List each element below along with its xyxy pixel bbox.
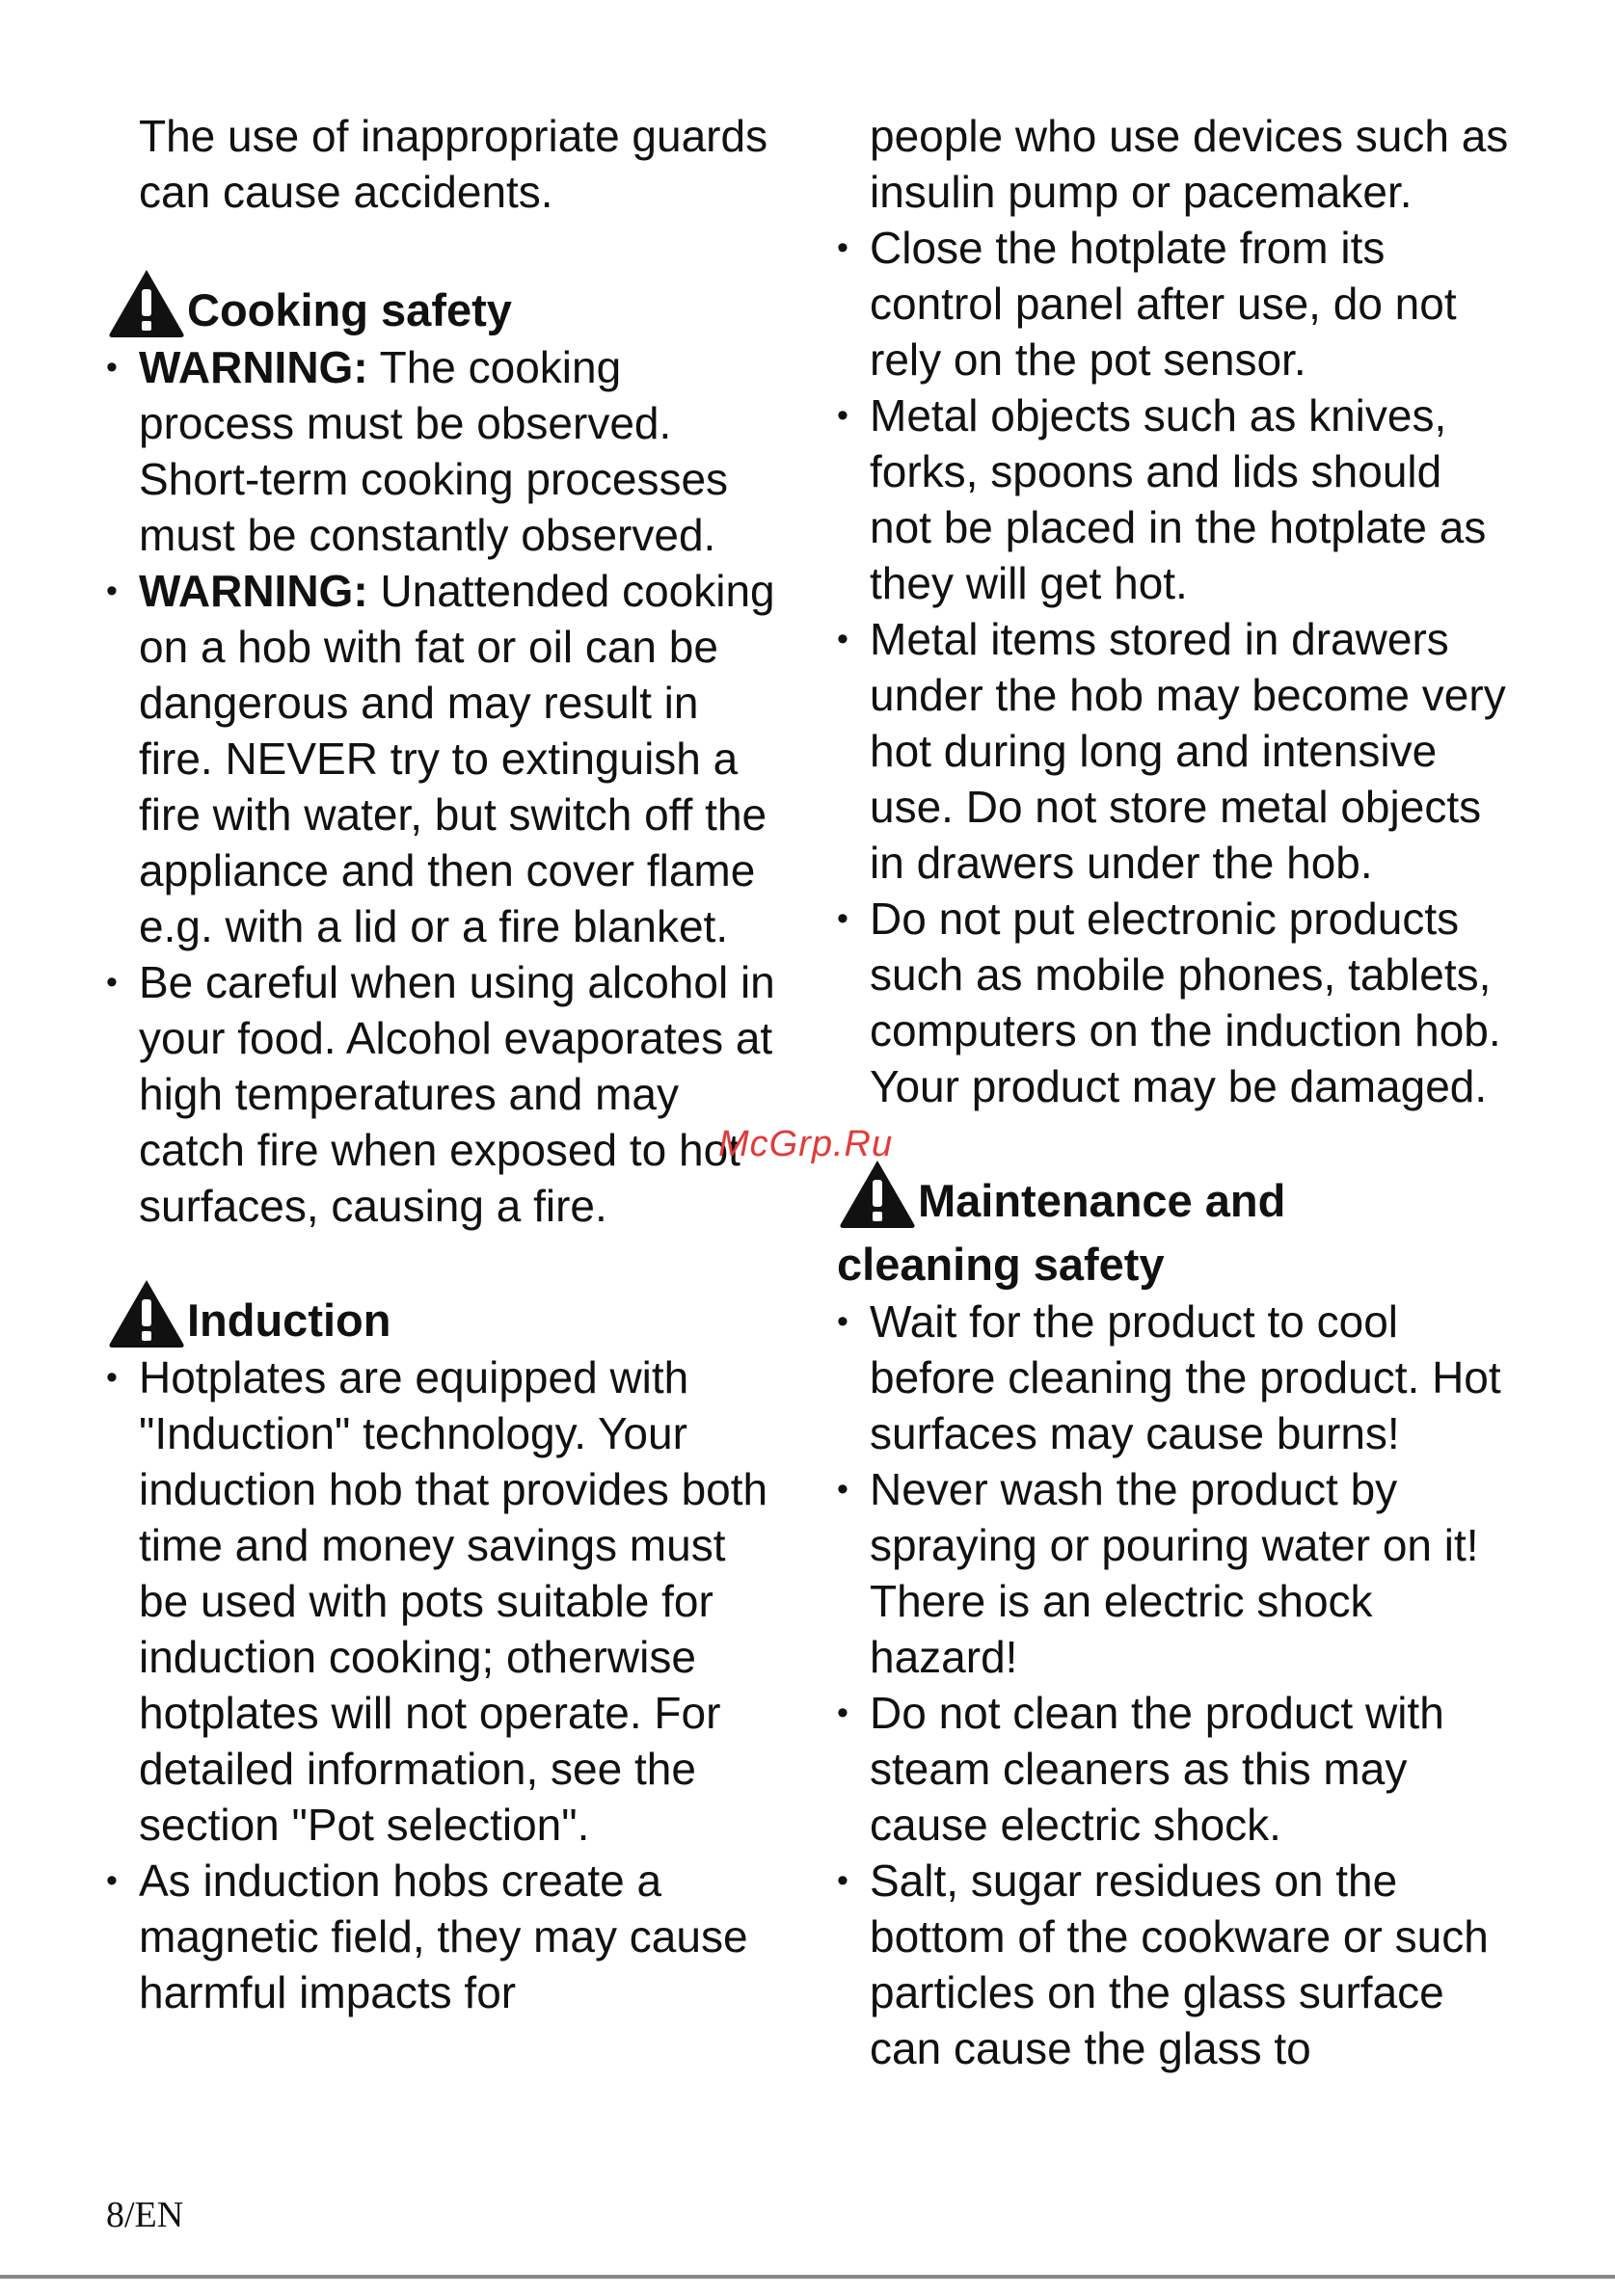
induction-continued-list <box>837 220 1512 1114</box>
list-item <box>837 220 1512 387</box>
list-item-text: Do not clean the product with steam cleaners as this may cause electric shock. <box>870 1688 1444 1850</box>
bullet: • <box>837 1695 848 1731</box>
bullet: • <box>106 1359 118 1396</box>
warning-triangle-icon <box>106 266 187 339</box>
bullet: • <box>837 1303 848 1340</box>
bullet: • <box>837 900 848 937</box>
left-column <box>106 108 781 2020</box>
list-item <box>837 387 1512 611</box>
list-item-text: Salt, sugar residues on the bottom of the cookware or such particles on the glass surface can cause the glass to <box>870 1855 1489 2073</box>
cooking-safety-section <box>106 266 781 1234</box>
list-item <box>106 1853 781 2020</box>
cooking-safety-title: Cooking safety <box>187 284 512 335</box>
induction-section <box>106 1276 781 2020</box>
list-item <box>837 891 1512 1114</box>
induction-list <box>106 1349 781 2020</box>
list-item-text: Unattended cooking on a hob with fat or oil can be dangerous and may result in fire. NEVER try to extinguish a fire with water, but switch off the appliance and then cover flame e.g. with a lid or a fire blanket. <box>139 566 775 951</box>
footer-divider <box>0 2275 1615 2279</box>
cooking-safety-list <box>106 339 781 1234</box>
list-item-text: Never wash the product by spraying or pouring water on it! There is an electric shock hazard! <box>870 1464 1479 1682</box>
maintenance-title-line1: Maintenance and <box>918 1175 1286 1226</box>
list-item <box>106 954 781 1234</box>
list-item <box>106 339 781 563</box>
list-item <box>837 1294 1512 1461</box>
maintenance-section <box>837 1157 1512 2076</box>
list-item <box>837 1461 1512 1685</box>
warning-triangle-icon <box>837 1157 918 1230</box>
bullet: • <box>837 1862 848 1899</box>
list-item-text: As induction hobs create a magnetic field, they may cause harmful impacts for <box>139 1855 748 2017</box>
list-item <box>106 1349 781 1853</box>
cooking-safety-heading <box>106 266 781 339</box>
warning-label: WARNING: <box>139 342 368 392</box>
list-item <box>837 1853 1512 2076</box>
induction-heading <box>106 1276 781 1349</box>
list-item-text: Metal objects such as knives, forks, spoons and lids should not be placed in the hotplate as they will get hot. <box>870 390 1487 608</box>
induction-title: Induction <box>187 1295 391 1346</box>
list-item-text: Close the hotplate from its control panel after use, do not rely on the pot sensor. <box>870 223 1457 385</box>
bullet: • <box>106 349 118 386</box>
right-column <box>837 108 1512 2076</box>
warning-triangle-icon <box>106 1276 187 1349</box>
list-item <box>106 563 781 954</box>
maintenance-list <box>837 1294 1512 2076</box>
maintenance-heading-row <box>837 1157 1512 1230</box>
list-item <box>837 611 1512 891</box>
bullet: • <box>106 964 118 1001</box>
continuation-paragraph: people who use devices such as insulin pump or pacemaker. <box>870 111 1509 217</box>
watermark: McGrp.Ru <box>718 1124 894 1164</box>
list-item-text: The cooking process must be observed. Short-term cooking processes must be constantly observed. <box>139 342 729 560</box>
list-item-text: Do not put electronic products such as mobile phones, tablets, computers on the induction hob. Your product may be damaged. <box>870 894 1501 1111</box>
bullet: • <box>837 229 848 266</box>
list-item <box>837 1685 1512 1853</box>
list-item-text: Metal items stored in drawers under the hob may become very hot during long and intensive use. Do not store metal objects in drawers under the hob. <box>870 614 1506 888</box>
bullet: • <box>837 621 848 657</box>
bullet: • <box>837 397 848 434</box>
warning-label: WARNING: <box>139 566 368 616</box>
list-item-text: Hotplates are equipped with "Induction" technology. Your induction hob that provides both time and money savings must be used with pots suitable for induction cooking; otherwise hotplates will not operate. For detailed information, see the section "Pot selection". <box>139 1352 768 1850</box>
list-item-text: Wait for the product to cool before cleaning the product. Hot surfaces may cause burns! <box>870 1296 1501 1458</box>
bullet: • <box>106 573 118 609</box>
bullet: • <box>106 1862 118 1899</box>
bullet: • <box>837 1471 848 1508</box>
list-item-text: Be careful when using alcohol in your food. Alcohol evaporates at high temperatures and may catch fire when exposed to hot surfaces, causing a fire. <box>139 957 775 1231</box>
maintenance-heading <box>837 1157 1512 1294</box>
maintenance-title-line2: cleaning safety <box>837 1239 1165 1290</box>
intro-paragraph: The use of inappropriate guards can cause accidents. <box>139 111 768 217</box>
page-number: 8/EN <box>106 2195 184 2235</box>
